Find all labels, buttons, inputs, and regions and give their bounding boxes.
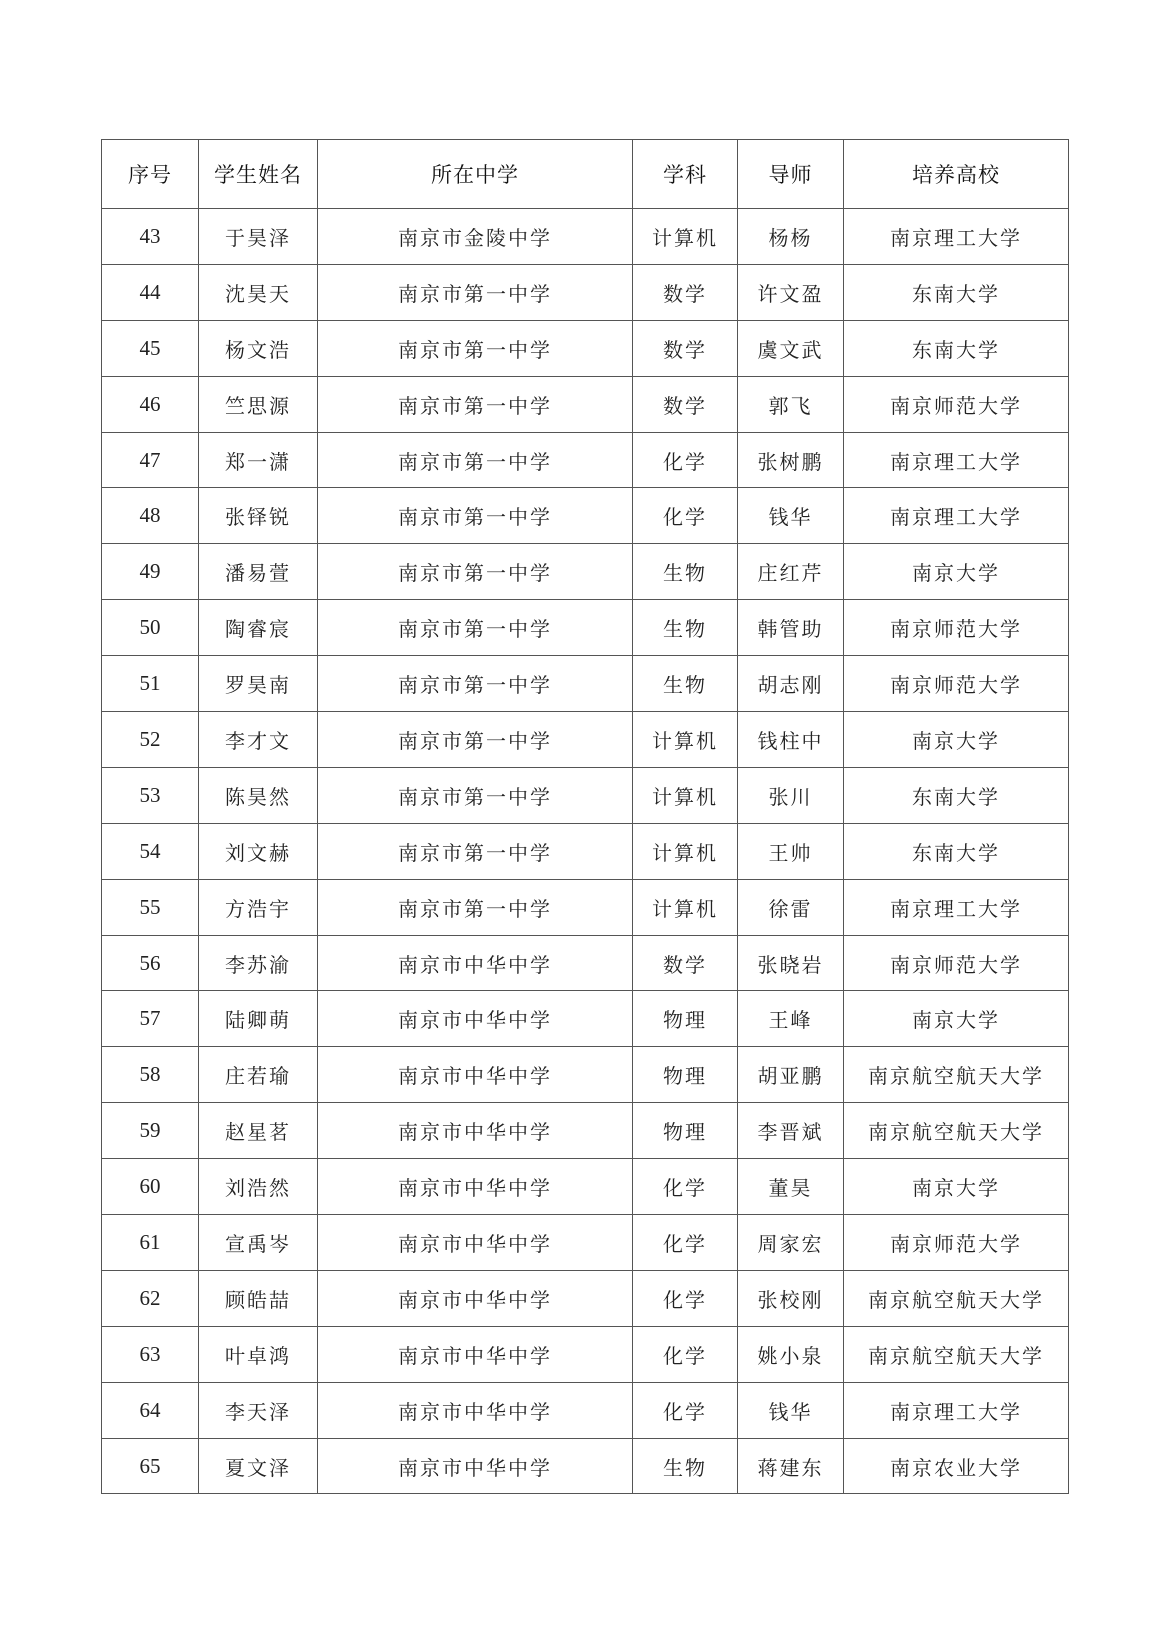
cell-university: 南京理工大学 <box>844 209 1069 265</box>
cell-student-name: 李天泽 <box>199 1382 318 1438</box>
table-row <box>102 991 1069 1047</box>
cell-mentor: 钱柱中 <box>738 712 844 768</box>
cell-serial-number: 64 <box>102 1382 199 1438</box>
cell-serial-number: 60 <box>102 1159 199 1215</box>
cell-subject: 数学 <box>633 376 738 432</box>
cell-middle-school: 南京市第一中学 <box>318 767 633 823</box>
cell-middle-school: 南京市中华中学 <box>318 1159 633 1215</box>
cell-mentor: 钱华 <box>738 488 844 544</box>
cell-serial-number: 51 <box>102 656 199 712</box>
cell-serial-number: 49 <box>102 544 199 600</box>
cell-subject: 数学 <box>633 264 738 320</box>
cell-mentor: 姚小泉 <box>738 1326 844 1382</box>
cell-student-name: 庄若瑜 <box>199 1047 318 1103</box>
cell-mentor: 胡亚鹏 <box>738 1047 844 1103</box>
student-roster-table <box>101 139 1069 1494</box>
table-row <box>102 1270 1069 1326</box>
cell-student-name: 陈昊然 <box>199 767 318 823</box>
cell-subject: 化学 <box>633 1270 738 1326</box>
cell-middle-school: 南京市中华中学 <box>318 1382 633 1438</box>
header-middle-school: 所在中学 <box>318 140 633 209</box>
cell-middle-school: 南京市第一中学 <box>318 600 633 656</box>
cell-subject: 计算机 <box>633 879 738 935</box>
cell-university: 南京农业大学 <box>844 1438 1069 1494</box>
cell-serial-number: 63 <box>102 1326 199 1382</box>
table-row <box>102 1159 1069 1215</box>
table-row <box>102 1047 1069 1103</box>
cell-middle-school: 南京市中华中学 <box>318 1438 633 1494</box>
cell-mentor: 李晋斌 <box>738 1103 844 1159</box>
cell-mentor: 虞文武 <box>738 320 844 376</box>
cell-serial-number: 48 <box>102 488 199 544</box>
cell-student-name: 叶卓鸿 <box>199 1326 318 1382</box>
cell-middle-school: 南京市中华中学 <box>318 1103 633 1159</box>
cell-middle-school: 南京市第一中学 <box>318 376 633 432</box>
table-row <box>102 376 1069 432</box>
cell-subject: 化学 <box>633 488 738 544</box>
cell-university: 南京师范大学 <box>844 656 1069 712</box>
cell-university: 南京理工大学 <box>844 1382 1069 1438</box>
cell-university: 南京大学 <box>844 991 1069 1047</box>
cell-mentor: 徐雷 <box>738 879 844 935</box>
cell-university: 南京师范大学 <box>844 1215 1069 1271</box>
cell-serial-number: 46 <box>102 376 199 432</box>
cell-university: 南京大学 <box>844 544 1069 600</box>
cell-serial-number: 50 <box>102 600 199 656</box>
table-row <box>102 264 1069 320</box>
cell-middle-school: 南京市第一中学 <box>318 264 633 320</box>
cell-serial-number: 65 <box>102 1438 199 1494</box>
cell-mentor: 周家宏 <box>738 1215 844 1271</box>
cell-subject: 生物 <box>633 600 738 656</box>
table-body <box>102 209 1069 1494</box>
table-row <box>102 879 1069 935</box>
cell-student-name: 潘易萱 <box>199 544 318 600</box>
table-row <box>102 544 1069 600</box>
cell-middle-school: 南京市中华中学 <box>318 1215 633 1271</box>
cell-serial-number: 43 <box>102 209 199 265</box>
cell-subject: 化学 <box>633 1326 738 1382</box>
cell-university: 南京航空航天大学 <box>844 1047 1069 1103</box>
table-row <box>102 767 1069 823</box>
cell-subject: 物理 <box>633 1103 738 1159</box>
cell-student-name: 张铎锐 <box>199 488 318 544</box>
table-row <box>102 432 1069 488</box>
cell-university: 南京师范大学 <box>844 600 1069 656</box>
cell-serial-number: 47 <box>102 432 199 488</box>
cell-university: 南京航空航天大学 <box>844 1326 1069 1382</box>
table-row <box>102 935 1069 991</box>
cell-mentor: 张川 <box>738 767 844 823</box>
header-mentor: 导师 <box>738 140 844 209</box>
cell-mentor: 王峰 <box>738 991 844 1047</box>
table-row <box>102 488 1069 544</box>
cell-student-name: 陆卿萌 <box>199 991 318 1047</box>
cell-student-name: 夏文泽 <box>199 1438 318 1494</box>
cell-serial-number: 58 <box>102 1047 199 1103</box>
cell-serial-number: 59 <box>102 1103 199 1159</box>
cell-student-name: 李才文 <box>199 712 318 768</box>
cell-student-name: 李苏渝 <box>199 935 318 991</box>
cell-subject: 化学 <box>633 432 738 488</box>
table-row <box>102 1382 1069 1438</box>
cell-university: 南京理工大学 <box>844 488 1069 544</box>
cell-student-name: 宣禹岑 <box>199 1215 318 1271</box>
cell-subject: 计算机 <box>633 712 738 768</box>
cell-student-name: 于昊泽 <box>199 209 318 265</box>
cell-subject: 生物 <box>633 544 738 600</box>
cell-student-name: 陶睿宸 <box>199 600 318 656</box>
cell-mentor: 张晓岩 <box>738 935 844 991</box>
cell-serial-number: 57 <box>102 991 199 1047</box>
cell-university: 南京航空航天大学 <box>844 1270 1069 1326</box>
table-row <box>102 712 1069 768</box>
cell-student-name: 罗昊南 <box>199 656 318 712</box>
cell-serial-number: 62 <box>102 1270 199 1326</box>
cell-middle-school: 南京市第一中学 <box>318 823 633 879</box>
cell-mentor: 韩管助 <box>738 600 844 656</box>
cell-university: 南京师范大学 <box>844 935 1069 991</box>
cell-serial-number: 53 <box>102 767 199 823</box>
cell-student-name: 沈昊天 <box>199 264 318 320</box>
cell-middle-school: 南京市第一中学 <box>318 488 633 544</box>
cell-middle-school: 南京市第一中学 <box>318 432 633 488</box>
cell-middle-school: 南京市中华中学 <box>318 1270 633 1326</box>
cell-university: 南京理工大学 <box>844 879 1069 935</box>
cell-university: 南京理工大学 <box>844 432 1069 488</box>
cell-mentor: 钱华 <box>738 1382 844 1438</box>
table-row <box>102 1438 1069 1494</box>
cell-middle-school: 南京市中华中学 <box>318 991 633 1047</box>
cell-student-name: 竺思源 <box>199 376 318 432</box>
cell-middle-school: 南京市第一中学 <box>318 656 633 712</box>
cell-mentor: 董昊 <box>738 1159 844 1215</box>
cell-subject: 计算机 <box>633 823 738 879</box>
cell-serial-number: 45 <box>102 320 199 376</box>
table-row <box>102 600 1069 656</box>
cell-university: 南京航空航天大学 <box>844 1103 1069 1159</box>
header-serial-number: 序号 <box>102 140 199 209</box>
cell-mentor: 胡志刚 <box>738 656 844 712</box>
cell-university: 东南大学 <box>844 320 1069 376</box>
cell-university: 南京大学 <box>844 1159 1069 1215</box>
cell-university: 东南大学 <box>844 767 1069 823</box>
cell-mentor: 许文盈 <box>738 264 844 320</box>
cell-middle-school: 南京市第一中学 <box>318 712 633 768</box>
cell-middle-school: 南京市中华中学 <box>318 1047 633 1103</box>
cell-mentor: 蒋建东 <box>738 1438 844 1494</box>
cell-serial-number: 55 <box>102 879 199 935</box>
cell-middle-school: 南京市第一中学 <box>318 320 633 376</box>
cell-student-name: 顾皓喆 <box>199 1270 318 1326</box>
cell-student-name: 刘浩然 <box>199 1159 318 1215</box>
cell-subject: 物理 <box>633 991 738 1047</box>
cell-serial-number: 56 <box>102 935 199 991</box>
cell-serial-number: 44 <box>102 264 199 320</box>
table-row <box>102 320 1069 376</box>
table-row <box>102 1326 1069 1382</box>
cell-middle-school: 南京市中华中学 <box>318 1326 633 1382</box>
cell-mentor: 郭飞 <box>738 376 844 432</box>
cell-university: 东南大学 <box>844 264 1069 320</box>
cell-subject: 化学 <box>633 1159 738 1215</box>
cell-student-name: 方浩宇 <box>199 879 318 935</box>
cell-student-name: 刘文赫 <box>199 823 318 879</box>
table-row <box>102 656 1069 712</box>
cell-serial-number: 61 <box>102 1215 199 1271</box>
cell-student-name: 杨文浩 <box>199 320 318 376</box>
cell-mentor: 庄红芹 <box>738 544 844 600</box>
cell-mentor: 张校刚 <box>738 1270 844 1326</box>
header-subject: 学科 <box>633 140 738 209</box>
cell-subject: 数学 <box>633 320 738 376</box>
cell-middle-school: 南京市第一中学 <box>318 879 633 935</box>
header-student-name: 学生姓名 <box>199 140 318 209</box>
table-row <box>102 1103 1069 1159</box>
cell-subject: 化学 <box>633 1382 738 1438</box>
cell-university: 东南大学 <box>844 823 1069 879</box>
cell-middle-school: 南京市中华中学 <box>318 935 633 991</box>
cell-serial-number: 54 <box>102 823 199 879</box>
cell-student-name: 郑一潇 <box>199 432 318 488</box>
cell-university: 南京师范大学 <box>844 376 1069 432</box>
cell-mentor: 杨杨 <box>738 209 844 265</box>
cell-subject: 物理 <box>633 1047 738 1103</box>
table-row <box>102 209 1069 265</box>
cell-subject: 计算机 <box>633 767 738 823</box>
cell-subject: 化学 <box>633 1215 738 1271</box>
cell-university: 南京大学 <box>844 712 1069 768</box>
cell-subject: 计算机 <box>633 209 738 265</box>
cell-subject: 生物 <box>633 656 738 712</box>
cell-subject: 生物 <box>633 1438 738 1494</box>
cell-subject: 数学 <box>633 935 738 991</box>
cell-middle-school: 南京市金陵中学 <box>318 209 633 265</box>
cell-student-name: 赵星茗 <box>199 1103 318 1159</box>
table-header-row <box>102 140 1069 209</box>
cell-mentor: 王帅 <box>738 823 844 879</box>
cell-middle-school: 南京市第一中学 <box>318 544 633 600</box>
cell-mentor: 张树鹏 <box>738 432 844 488</box>
cell-serial-number: 52 <box>102 712 199 768</box>
table-row <box>102 1215 1069 1271</box>
header-university: 培养高校 <box>844 140 1069 209</box>
table-row <box>102 823 1069 879</box>
